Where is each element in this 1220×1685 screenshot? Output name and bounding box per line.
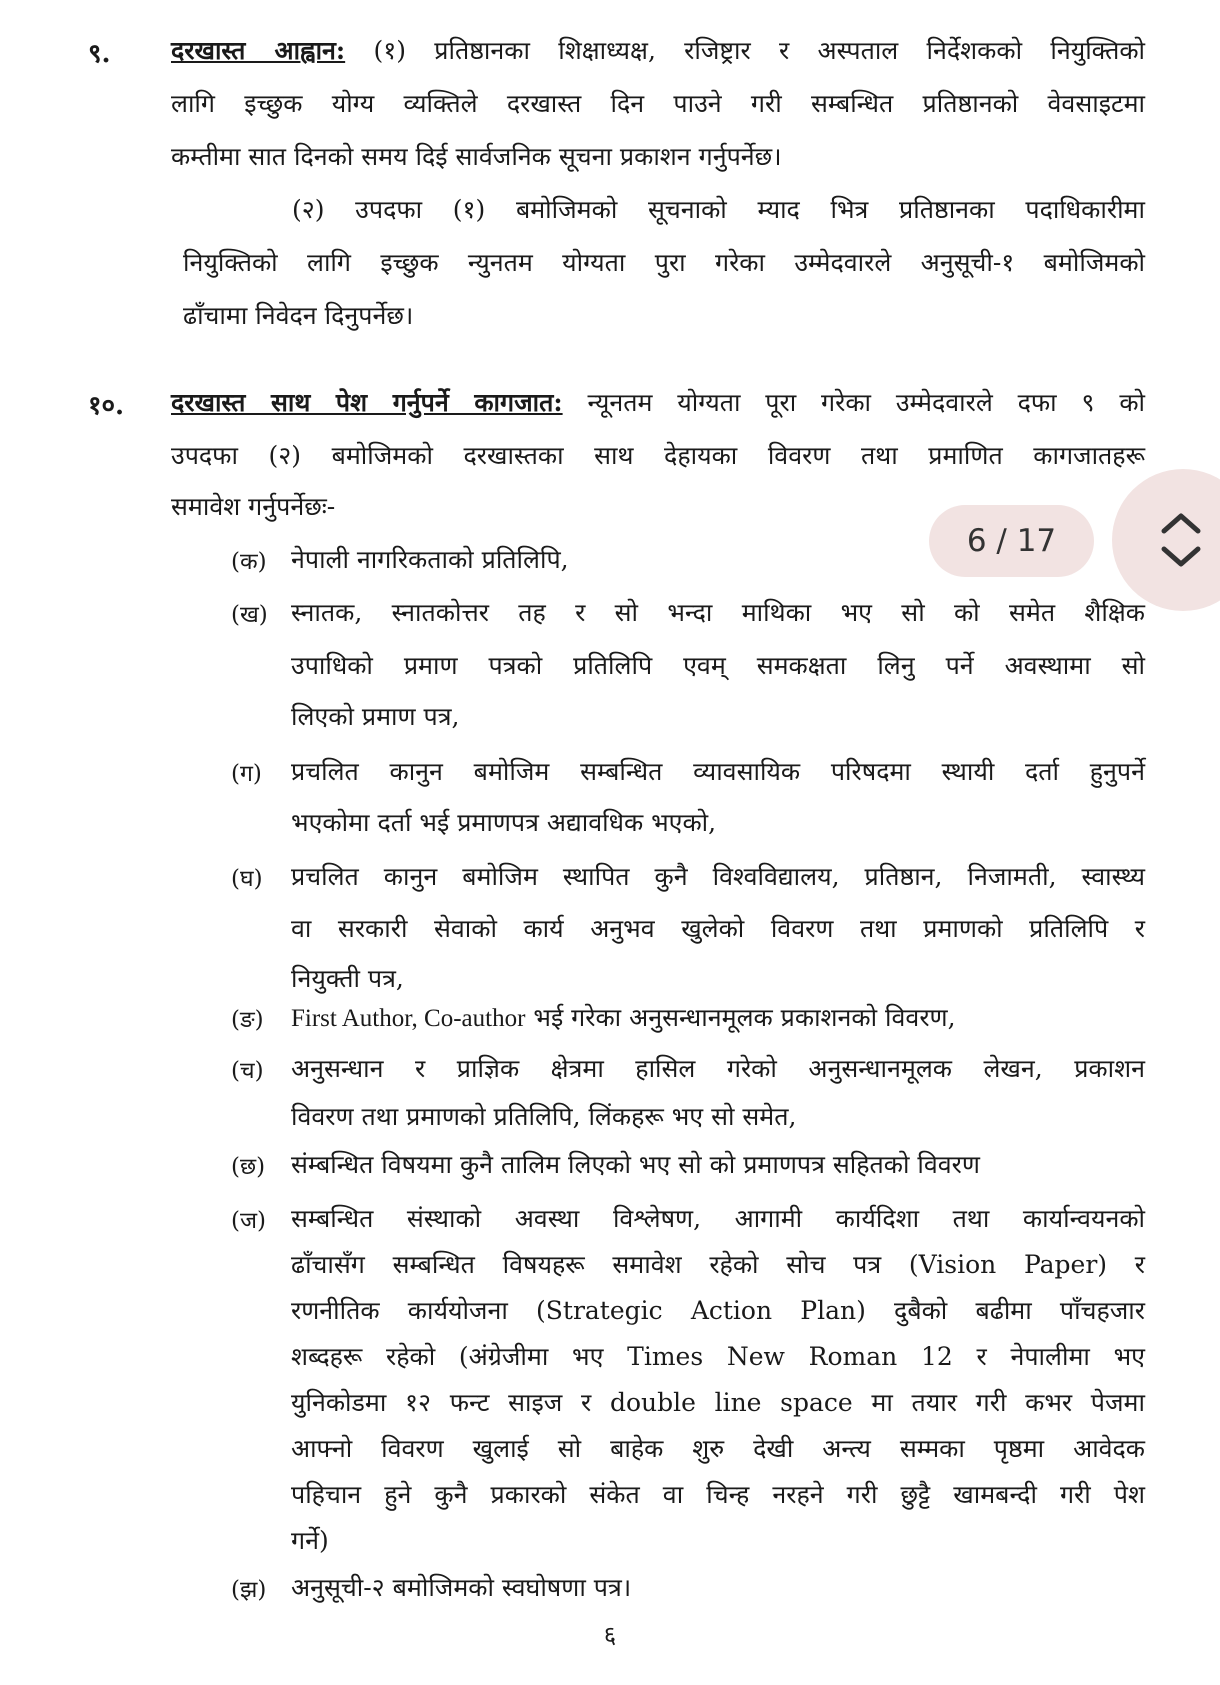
section-9-line-3: कम्तीमा सात दिनको समय दिई सार्वजनिक सूचना प्रकाशन गर्नुपर्नेछ। bbox=[171, 142, 782, 171]
item-gha-line-3: नियुक्ती पत्र, bbox=[291, 964, 404, 993]
chevron-down-icon[interactable] bbox=[1156, 543, 1206, 573]
item-ga-line-2: भएकोमा दर्ता भई प्रमाणपत्र अद्यावधिक भएको, bbox=[291, 808, 717, 837]
page-number: ६ bbox=[603, 1621, 617, 1649]
item-ja-line-1: सम्बन्धित संस्थाको अवस्था विश्लेषण, आगामी कार्यदिशा तथा कार्यान्वयनको bbox=[291, 1204, 1145, 1233]
item-kha-line-3: लिएको प्रमाण पत्र, bbox=[291, 702, 460, 731]
section-9-sub2-line-1: (२) उपदफा (१) बमोजिमको सूचनाको म्याद भित्र प्रतिष्ठानका पदाधिकारीमा bbox=[292, 195, 1145, 224]
item-ja-line-3: रणनीतिक कार्ययोजना (Strategic Action Plan) दुबैको बढीमा पाँचहजार bbox=[291, 1296, 1145, 1325]
item-chha-line-1: संम्बन्धित विषयमा कुनै तालिम लिएको भए सो को प्रमाणपत्र सहितको विवरण bbox=[291, 1150, 980, 1179]
item-ja-line-5: युनिकोडमा १२ फन्ट साइज र double line space मा तयार गरी कभर पेजमा bbox=[291, 1388, 1145, 1417]
section-10-line-2: उपदफा (२) बमोजिमको दरखास्तका साथ देहायका विवरण तथा प्रमाणित कागजातहरू bbox=[171, 441, 1145, 470]
item-kha-line-1: स्नातक, स्नातकोत्तर तह र सो भन्दा माथिका भए सो को समेत शैक्षिक bbox=[291, 598, 1145, 627]
section-10-line-3: समावेश गर्नुपर्नेछः- bbox=[171, 492, 336, 521]
section-10-heading: दरखास्त साथ पेश गर्नुपर्ने कागजात: bbox=[171, 388, 563, 417]
item-cha-line-2: विवरण तथा प्रमाणको प्रतिलिपि, लिंकहरू भए सो समेत, bbox=[291, 1102, 797, 1131]
item-ja-line-2: ढाँचासँग सम्बन्धित विषयहरू समावेश रहेको सोच पत्र (Vision Paper) र bbox=[291, 1250, 1145, 1279]
item-nga-line-1: First Author, Co-author भई गरेका अनुसन्धानमूलक प्रकाशनको विवरण, bbox=[291, 1003, 956, 1032]
chevron-up-icon[interactable] bbox=[1156, 507, 1206, 537]
item-jha-line-1: अनुसूची-२ बमोजिमको स्वघोषणा पत्र। bbox=[291, 1573, 632, 1602]
section-10-number: १०. bbox=[88, 391, 125, 421]
item-cha-line-1: अनुसन्धान र प्राज्ञिक क्षेत्रमा हासिल गरेको अनुसन्धानमूलक लेखन, प्रकाशन bbox=[291, 1054, 1145, 1083]
section-9-heading: दरखास्त आह्वान: bbox=[171, 36, 346, 65]
item-ka-line-1: नेपाली नागरिकताको प्रतिलिपि, bbox=[291, 545, 569, 574]
section-9-line-1: दरखास्त आह्वान: (१) प्रतिष्ठानका शिक्षाध्यक्ष, रजिष्ट्रार र अस्पताल निर्देशकको नियुक्तिको bbox=[171, 36, 1145, 65]
section-9-number: ९. bbox=[88, 39, 111, 69]
item-nga-author-terms: First Author, Co-author bbox=[291, 1005, 526, 1032]
item-kha-marker: (ख) bbox=[231, 602, 268, 628]
section-10-line-1: दरखास्त साथ पेश गर्नुपर्ने कागजात: न्यूनतम योग्यता पूरा गरेका उम्मेदवारले दफा ९ को bbox=[171, 388, 1145, 417]
item-kha-line-2: उपाधिको प्रमाण पत्रको प्रतिलिपि एवम् समकक्षता लिनु पर्ने अवस्थामा सो bbox=[291, 651, 1145, 680]
item-cha-marker: (च) bbox=[231, 1058, 264, 1084]
item-gha-line-1: प्रचलित कानुन बमोजिम स्थापित कुनै विश्वविद्यालय, प्रतिष्ठान, निजामती, स्वास्थ्य bbox=[291, 862, 1145, 891]
item-ja-line-4: शब्दहरू रहेको (अंग्रेजीमा भए Times New Roman 12 र नेपालीमा भए bbox=[291, 1342, 1145, 1371]
page-indicator: 6 / 17 bbox=[929, 505, 1094, 577]
item-ja-line-7: पहिचान हुने कुनै प्रकारको संकेत वा चिन्ह नरहने गरी छुट्टै खामबन्दी गरी पेश bbox=[291, 1480, 1145, 1509]
item-ka-marker: (क) bbox=[231, 549, 267, 575]
item-jha-marker: (झ) bbox=[231, 1577, 267, 1603]
item-ja-line-6: आफ्नो विवरण खुलाई सो बाहेक शुरु देखी अन्त्य सम्मका पृष्ठमा आवेदक bbox=[291, 1434, 1145, 1463]
item-nga-marker: (ङ) bbox=[231, 1007, 264, 1033]
item-ga-marker: (ग) bbox=[231, 761, 262, 787]
item-chha-marker: (छ) bbox=[231, 1154, 266, 1180]
item-gha-marker: (घ) bbox=[231, 866, 263, 892]
item-ja-marker: (ज) bbox=[231, 1208, 267, 1234]
page-nav-icons bbox=[1156, 507, 1206, 573]
item-ja-line-8: गर्ने) bbox=[291, 1526, 329, 1555]
item-gha-line-2: वा सरकारी सेवाको कार्य अनुभव खुलेको विवरण तथा प्रमाणको प्रतिलिपि र bbox=[291, 914, 1145, 943]
section-9-line-2: लागि इच्छुक योग्य व्यक्तिले दरखास्त दिन पाउने गरी सम्बन्धित प्रतिष्ठानको वेवसाइटमा bbox=[171, 89, 1145, 118]
section-9-sub2-line-3: ढाँचामा निवेदन दिनुपर्नेछ। bbox=[183, 301, 414, 330]
section-9-sub2-line-2: नियुक्तिको लागि इच्छुक न्युनतम योग्यता पुरा गरेका उम्मेदवारले अनुसूची-१ बमोजिमको bbox=[183, 248, 1145, 277]
item-ga-line-1: प्रचलित कानुन बमोजिम सम्बन्धित व्यावसायिक परिषदमा स्थायी दर्ता हुनुपर्ने bbox=[291, 757, 1145, 786]
